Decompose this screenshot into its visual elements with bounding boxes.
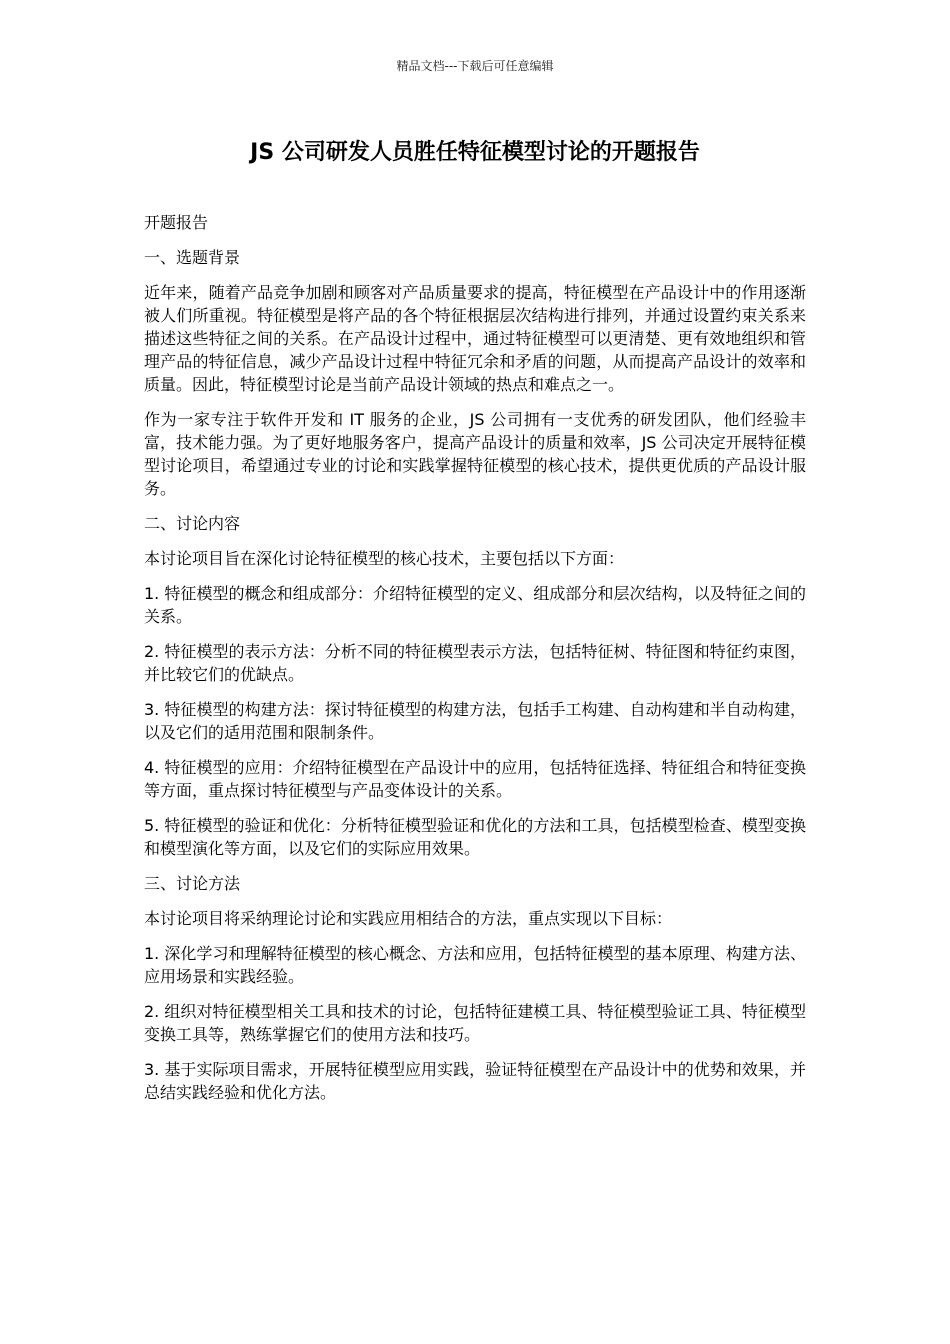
header-watermark: 精品文档---下载后可任意编辑	[396, 59, 554, 73]
list-item-method-3: 3. 基于实际项目需求，开展特征模型应用实践，验证特征模型在产品设计中的优势和效果，并总结实践经验和优化方法。	[144, 1060, 806, 1102]
section-heading-content: 二、讨论内容	[144, 514, 241, 533]
list-item-method-1: 1. 深化学习和理解特征模型的核心概念、方法和应用，包括特征模型的基本原理、构建方法、应用场景和实践经验。	[144, 944, 806, 986]
section-label-report: 开题报告	[144, 213, 209, 232]
list-item-content-3: 3. 特征模型的构建方法：探讨特征模型的构建方法，包括手工构建、自动构建和半自动构建，以及它们的适用范围和限制条件。	[144, 700, 806, 742]
paragraph-method-intro: 本讨论项目将采纳理论讨论和实践应用相结合的方法，重点实现以下目标：	[144, 909, 673, 928]
section-heading-background: 一、选题背景	[144, 248, 241, 267]
list-item-content-2: 2. 特征模型的表示方法：分析不同的特征模型表示方法，包括特征树、特征图和特征约束图，并比较它们的优缺点。	[144, 642, 806, 684]
document-body	[144, 211, 806, 1116]
list-item-content-1: 1. 特征模型的概念和组成部分：介绍特征模型的定义、组成部分和层次结构，以及特征之间的关系。	[144, 584, 806, 626]
list-item-content-4: 4. 特征模型的应用：介绍特征模型在产品设计中的应用，包括特征选择、特征组合和特征变换等方面，重点探讨特征模型与产品变体设计的关系。	[144, 758, 806, 800]
list-item-content-5: 5. 特征模型的验证和优化：分析特征模型验证和优化的方法和工具，包括模型检查、模型变换和模型演化等方面，以及它们的实际应用效果。	[144, 816, 806, 858]
section-heading-method: 三、讨论方法	[144, 874, 241, 893]
list-item-method-2: 2. 组织对特征模型相关工具和技术的讨论，包括特征建模工具、特征模型验证工具、特征模型变换工具等，熟练掌握它们的使用方法和技巧。	[144, 1002, 806, 1044]
paragraph-background-1: 近年来，随着产品竞争加剧和顾客对产品质量要求的提高，特征模型在产品设计中的作用逐渐被人们所重视。特征模型是将产品的各个特征根据层次结构进行排列，并通过设置约束关系来描述这些特征之间的关系。在产品设计过程中，通过特征模型可以更清楚、更有效地组织和管理产品的特征信息，减少产品设计过程中特征冗余和矛盾的问题，从而提高产品设计的效率和质量。因此，特征模型讨论是当前产品设计领域的热点和难点之一。	[144, 283, 806, 394]
paragraph-content-intro: 本讨论项目旨在深化讨论特征模型的核心技术，主要包括以下方面：	[144, 549, 625, 568]
paragraph-background-2: 作为一家专注于软件开发和 IT 服务的企业，JS 公司拥有一支优秀的研发团队，他们经验丰富，技术能力强。为了更好地服务客户，提高产品设计的质量和效率，JS 公司决定开展特征模型讨论项目，希望通过专业的讨论和实践掌握特征模型的核心技术，提供更优质的产品设计服务。	[144, 410, 806, 498]
document-title: JS 公司研发人员胜任特征模型讨论的开题报告	[250, 140, 700, 165]
